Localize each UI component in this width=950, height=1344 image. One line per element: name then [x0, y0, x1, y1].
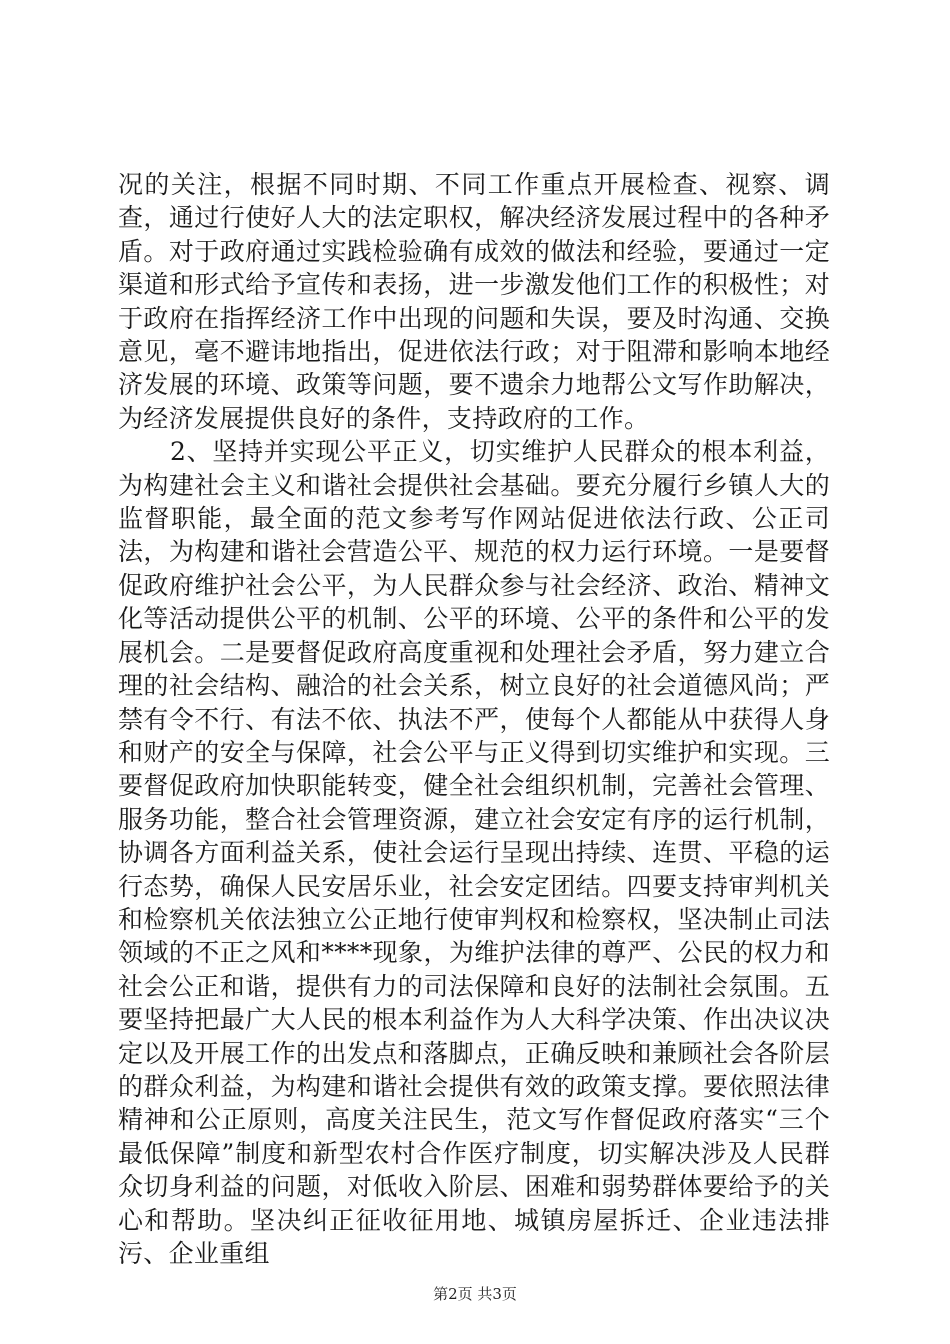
- paragraph-section-2: 2、坚持并实现公平正义，切实维护人民群众的根本利益，为构建社会主义和谐社会提供社会基础。要充分履行乡镇人大的监督职能，最全面的范文参考写作网站促进依法行政、公正司法，为构建和谐社会营造公平、规范的权力运行环境。一是要督促政府维护社会公平，为人民群众参与社会经济、政治、精神文化等活动提供公平的机制、公平的环境、公平的条件和公平的发展机会。二是要督促政府高度重视和处理社会矛盾，努力建立合理的社会结构、融洽的社会关系，树立良好的社会道德风尚；严禁有令不行、有法不依、执法不严，使每个人都能从中获得人身和财产的安全与保障，社会公平与正义得到切实维护和实现。三要督促政府加快职能转变，健全社会组织机制，完善社会管理、服务功能，整合社会管理资源，建立社会安定有序的运行机制，协调各方面利益关系，使社会运行呈现出持续、连贯、平稳的运行态势，确保人民安居乐业，社会安定团结。四要支持审判机关和检察机关依法独立公正地行使审判权和检察权，坚决制止司法领域的不正之风和****现象，为维护法律的尊严、公民的权力和社会公正和谐，提供有力的司法保障和良好的法制社会氛围。五要坚持把最广大人民的根本利益作为人大科学决策、作出决议决定以及开展工作的出发点和落脚点，正确反映和兼顾社会各阶层的群众利益，为构建和谐社会提供有效的政策支撑。要依照法律精神和公正原则，高度关注民生，范文写作督促政府落实“三个最低保障”制度和新型农村合作医疗制度，切实解决涉及人民群众切身利益的问题，对低收入阶层、困难和弱势群体要给予的关心和帮助。坚决纠正征收征用地、城镇房屋拆迁、企业违法排污、企业重组: [118, 437, 830, 1268]
- paragraph-continuation: 况的关注，根据不同时期、不同工作重点开展检查、视察、调查，通过行使好人大的法定职权，解决经济发展过程中的各种矛盾。对于政府通过实践检验确有成效的做法和经验，要通过一定渠道和形式给予宣传和表扬，进一步激发他们工作的积极性；对于政府在指挥经济工作中出现的问题和失误，要及时沟通、交换意见，毫不避讳地指出，促进依法行政；对于阻滞和影响本地经济发展的环境、政策等问题，要不遗余力地帮公文写作助解决，为经济发展提供良好的条件，支持政府的工作。: [118, 170, 830, 433]
- document-body: [118, 168, 830, 1270]
- page-number-footer: 第2页 共3页: [433, 1285, 517, 1303]
